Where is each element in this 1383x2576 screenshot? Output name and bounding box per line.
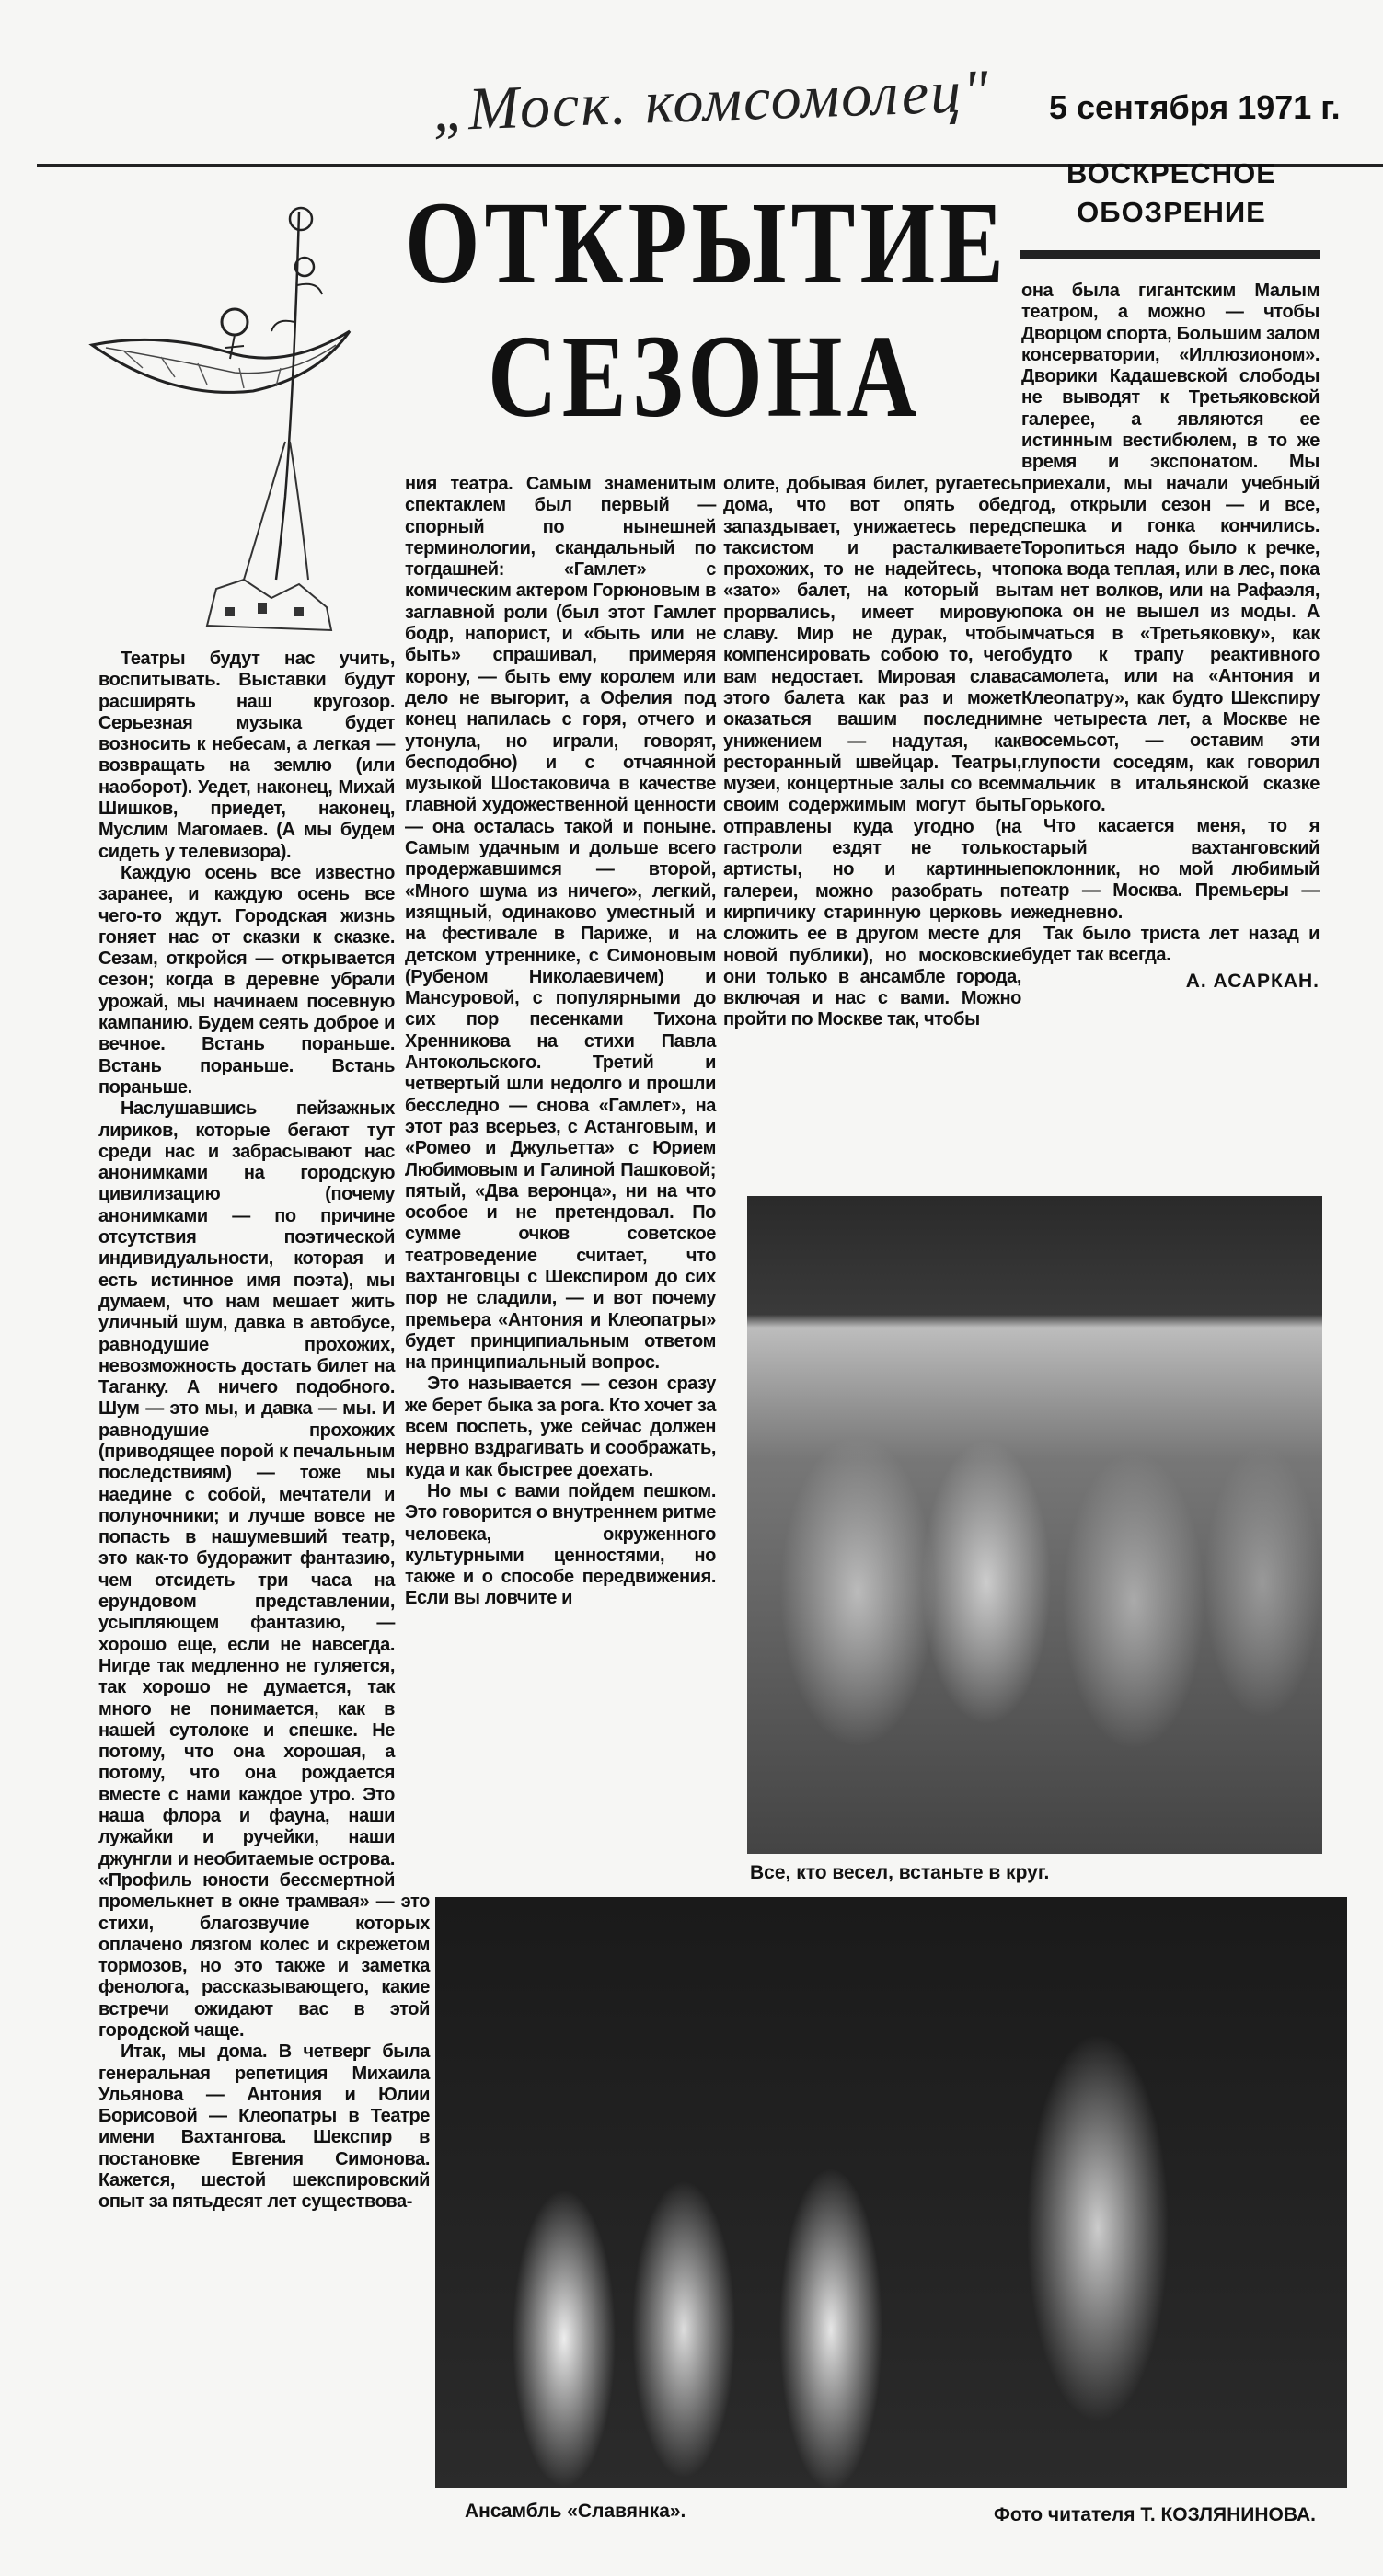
headline-line-1: ОТКРЫТИЕ: [405, 178, 1008, 308]
headline-line-2: СЕЗОНА: [488, 311, 922, 442]
photo-caption-2: Ансамбль «Славянка».: [465, 2501, 686, 2522]
article-column-2: [405, 474, 716, 1610]
paragraph: Итак, мы дома. В четверг была генеральная репетиция Михаила Ульянова — Антония и Юлии Борисовой — Клеопатры в Театре имени Вахтангова. Шекспир в постановке Евгения Симонова. Кажется, шестой шекспировский опыт за пятьдесят лет существова-: [98, 2041, 430, 2213]
paragraph: Наслушавшись пейзажных лириков, которые бегают тут среди нас и забрасывают нас анонимками на городскую цивилизацию (почему анонимками — по причине отсутствия поэтической индивидуальности, которая и есть истинное имя поэта), мы думаем, что нам мешает жить уличный шум, давка в автобусе, равнодушие прохожих, невозможность достать билет на Таганку. А ничего подобного. Шум — это мы, и давка — мы. И равнодушие прохожих (приводящее порой к печальным последствиям) — тоже мы наедине с собой, мечтатели и полуночники; и лучше вовсе не попасть в нашумевший театр, это как-то будоражит фантазию, чем отсидеть три часа на ерундовом представлении, усыпляющем фантазию, — хорошо еще, если не навсегда. Нигде так медленно не гуляется, так хорошо не думается, так много не понимается, как в нашей сутолоке и спешке. Не потому, что она хорошая, а потому, что она рождается вместе с нами каждое утро. Это наша флора и фауна, наши лужайки и ручейки, наши джунгли и необитаемые острова. «Профиль юности бессмертной промелькнет в окне трамвая» — это стихи, благозвучие которых оплачено лязгом колес и скрежетом тормозов, но это также и заметка фенолога, рассказывающего, какие встречи ожидают вас в этой городской чаще.: [98, 1098, 430, 2041]
paragraph: Театры будут нас учить, воспитывать. Выставки будут расширять наш кругозор. Серьезная музыка будет возносить к небесам, а легкая — возвращать на землю (или наоборот). Уедет, наконец, Михай Шишков, приедет, наконец, Муслим Магомаев. (А мы будем сидеть у телевизора).: [98, 649, 395, 862]
section-line-1: ВОСКРЕСНОЕ: [1066, 157, 1276, 190]
newspaper-masthead-handwritten: „Моск. комсомолец": [431, 57, 992, 144]
paragraph: Но мы с вами пойдем пешком. Это говорится о внутреннем ритме человека, окруженного культурными ценностями, но также и о способе передвижения. Если вы ловчите и: [405, 1480, 716, 1609]
issue-date: 5 сентября 1971 г.: [1049, 88, 1341, 126]
section-line-2: ОБОЗРЕНИЕ: [1077, 196, 1266, 228]
illustration-boat-flower: [87, 193, 363, 635]
paragraph: олите, добывая билет, ругаетесь дома, что вот опять обед запаздывает, унижаетесь перед таксистом и расталкиваете прохожих, то не надейтесь, что «зато» балет, на который вы прорвались, имеет мировую славу. Мир не дурак, чтобы компенсировать собою то, чего вам недостает. Мировая слава этого балета как раз и может оказаться вашим последним унижением — надутая, как ресторанный швейцар. Театры, музеи, концертные залы со всем своим содержимым могут быть отправлены куда угодно (на гастроли ездят не только артисты, но и картинные галереи, можно разобрать по кирпичику старинную церковь и сложить ее в другом месте для новой публики), но московские они только в ансамбле города, включая и нас с вами. Можно пройти по Москве так, чтобы: [723, 474, 1021, 1030]
paragraph: ния театра. Самым знаменитым спектаклем был первый — спорный по нынешней терминологии, скандальный по тогдашней: «Гамлет» с комическим актером Горюновым в заглавной роли (был этот Гамлет бодр, напорист, и «быть или не быть» спрашивал, примеряя корону, — быть ему королем или дело не выгорит, а Офелия под конец напилась с горя, отчего и утонула, но играли, говорят, бесподобно) и с отчаянной музыкой Шостаковича в качестве главной художественной ценности — она осталась такой и поныне. Самым удачным и дольше всего продержавшимся — второй, «Много шума из ничего», легкий, изящный, одинаково уместный и на фестивале в Париже, и на детском утреннике, с Симоновым (Рубеном Николаевичем) и Мансуровой, с популярными до сих пор песенками Тихона Хренникова на стихи Павла Антокольского. Третий и четвертый шли недолго и прошли бесследно — снова «Гамлет», на этот раз всерьез, с Астанговым, и «Ромео и Джульетта» с Юрием Любимовым и Галиной Пашковой; пятый, «Два веронца», ни на что особое и не претендовал. По сумме очков советское театроведение считает, что вахтанговцы с Шекспиром до сих пор не сладили, — и вот почему премьера «Антония и Клеопатры» будет принципиальным ответом на принципиальный вопрос.: [405, 474, 716, 1374]
paragraph: Что касается меня, то я старый вахтанговский поклонник, но мой любимый театр — Москва. Премьеры — ежедневно.: [1021, 816, 1320, 923]
author-signature: А. АСАРКАН.: [1185, 970, 1320, 992]
photo-dancers-circle: [747, 1196, 1322, 1854]
photo-caption-1: Все, кто весел, встаньте в круг.: [750, 1862, 1050, 1883]
paragraph: Каждую осень все известно заранее, и каждую осень все чего-то ждут. Городская жизнь гоняет нас от сказки к сказке. Сезам, откройся — открывается сезон; когда в деревне убрали урожай, мы начинаем посевную кампанию. Будем сеять доброе и вечное. Встань пораньше. Встань пораньше. Встань пораньше.: [98, 862, 395, 1098]
paragraph: Это называется — сезон сразу же берет быка за рога. Кто хочет за всем поспеть, уже сейчас должен нервно вздрагивать и соображать, куда и как быстрее доехать.: [405, 1374, 716, 1480]
photo-ensemble-slavyanka: [435, 1897, 1347, 2488]
photo-credit: Фото читателя Т. КОЗЛЯНИНОВА.: [994, 2504, 1316, 2525]
paragraph: Так было триста лет назад и будет так всегда.: [1021, 923, 1320, 966]
article-column-3: [723, 474, 1021, 1031]
paragraph: она была гигантским Малым театром, а можно — чтобы Дворцом спорта, Большим залом консерватории, «Иллюзионом». Дворики Кадашевской слободы не выводят к Третьяковской галерее, а являются ее истинным вестибюлем, в то же время и экспонатом. Мы приехали, мы начали учебный год, открыли сезон — и все, спешка и гонка кончились. Торопиться надо было к речке, пока вода теплая, или в лес, пока там нет волков, или на Рафаэля, пока он не вышел из моды. А мчаться в «Третьяковку», как будто к трапу реактивного самолета, или на «Антония и Клеопатру», как будто Шекспиру не четыреста лет, а Москве не восемьсот, — оставим эти глупости соседям, как говорил мальчик в итальянской сказке Горького.: [1021, 281, 1320, 816]
article-column-1: [98, 649, 430, 2214]
section-heading: [1023, 155, 1320, 232]
section-divider: [1020, 250, 1320, 259]
article-column-4: [1021, 281, 1320, 992]
